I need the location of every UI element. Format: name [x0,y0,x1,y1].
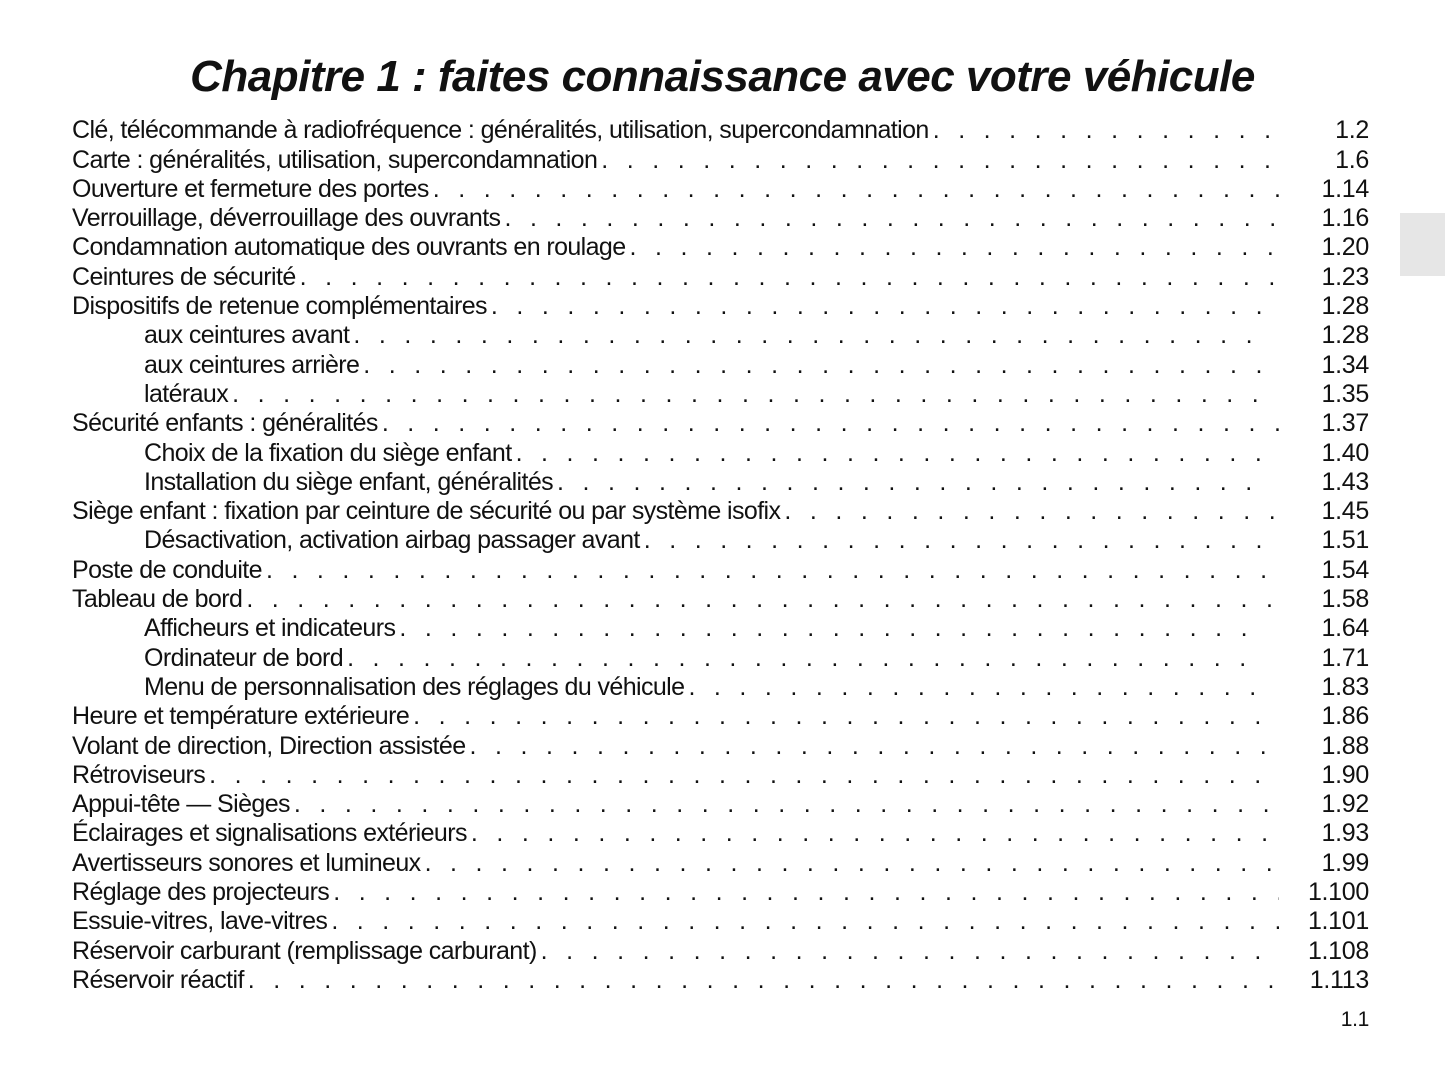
toc-entry-text [72,790,1279,819]
page-number: 1.1 [1340,1008,1369,1031]
toc-entry-label: Siège enfant : fixation par ceinture de sécurité ou par système isofix [72,497,781,526]
toc-dot-leader [244,966,1279,995]
toc-entry[interactable] [72,702,1369,731]
toc-entry-label: Avertisseurs sonores et lumineux [72,848,421,877]
toc-entry[interactable] [72,585,1369,614]
toc-entry-label: Verrouillage, déverrouillage des ouvrants [72,204,501,233]
toc-entry[interactable] [72,819,1369,848]
table-of-contents [72,116,1369,995]
toc-page-ref: 1.51 [1321,526,1369,555]
toc-page-ref: 1.99 [1321,848,1369,877]
toc-entry[interactable] [72,292,1369,321]
toc-dot-leader [684,673,1265,702]
toc-page-ref: 1.58 [1321,585,1369,614]
toc-dot-leader [343,644,1265,673]
toc-dot-leader [242,585,1279,614]
toc-page-ref: 1.108 [1307,936,1369,965]
toc-entry[interactable] [72,497,1369,526]
toc-entry[interactable] [72,761,1369,790]
toc-dot-leader [409,702,1279,731]
toc-entry-label: Réservoir carburant (remplissage carburant) [72,936,537,965]
toc-page-ref: 1.71 [1321,643,1369,672]
toc-page-ref: 1.34 [1321,350,1369,379]
toc-dot-leader [349,321,1265,350]
toc-entry-label: Condamnation automatique des ouvrants en roulage [72,233,626,262]
toc-page-ref: 1.23 [1321,262,1369,291]
toc-entry-text [72,907,1279,936]
toc-entry-label: Volant de direction, Direction assistée [72,731,466,760]
toc-entry-label: Clé, télécommande à radiofréquence : généralités, utilisation, supercondamnation [72,116,929,145]
toc-entry-text [72,673,1265,702]
toc-entry-text [72,175,1279,204]
toc-entry-label: Ceintures de sécurité [72,262,296,291]
toc-dot-leader [395,614,1265,643]
toc-dot-leader [329,878,1279,907]
toc-entry-text [72,585,1279,614]
toc-entry-label: Ouverture et fermeture des portes [72,174,429,203]
toc-page-ref: 1.28 [1321,292,1369,321]
toc-entry-text [72,204,1279,233]
toc-entry[interactable] [72,116,1369,145]
toc-entry-text [72,292,1279,321]
toc-dot-leader [500,204,1279,233]
toc-entry[interactable] [72,966,1369,995]
toc-entry[interactable] [72,848,1369,877]
toc-dot-leader [929,116,1279,145]
toc-entry[interactable] [72,204,1369,233]
toc-entry[interactable] [72,145,1369,174]
toc-entry-text [72,497,1279,526]
toc-page-ref: 1.101 [1307,907,1369,936]
toc-entry[interactable] [72,409,1369,438]
toc-entry-label: Dispositifs de retenue complémentaires [72,292,487,321]
toc-dot-leader [262,556,1279,585]
toc-page-ref: 1.6 [1335,145,1369,174]
toc-subentry[interactable] [72,321,1369,350]
toc-entry-text [72,761,1279,790]
toc-dot-leader [429,175,1279,204]
toc-page-ref: 1.90 [1321,760,1369,789]
toc-entry-text [72,409,1279,438]
toc-dot-leader [290,790,1279,819]
toc-entry-text [72,878,1279,907]
toc-entry-text [72,732,1279,761]
toc-page-ref: 1.93 [1321,819,1369,848]
toc-entry-label: latéraux [144,379,229,408]
toc-entry-label: Choix de la fixation du siège enfant [144,438,512,467]
toc-entry[interactable] [72,555,1369,584]
toc-entry-label: Rétroviseurs [72,760,206,789]
toc-subentry[interactable] [72,526,1369,555]
toc-entry-label: Menu de personnalisation des réglages du véhicule [144,672,685,701]
toc-dot-leader [537,937,1279,966]
toc-subentry[interactable] [72,350,1369,379]
toc-subentry[interactable] [72,673,1369,702]
toc-entry-text [72,644,1265,673]
toc-page-ref: 1.83 [1321,672,1369,701]
toc-entry-text [72,380,1265,409]
toc-entry-text [72,321,1265,350]
toc-dot-leader [327,907,1279,936]
toc-entry[interactable] [72,175,1369,204]
toc-dot-leader [640,526,1265,555]
toc-dot-leader [597,146,1279,175]
toc-page-ref: 1.40 [1321,438,1369,467]
toc-dot-leader [626,233,1279,262]
toc-entry-text [72,849,1279,878]
toc-page-ref: 1.20 [1321,233,1369,262]
toc-entry[interactable] [72,262,1369,291]
toc-entry-text [72,351,1265,380]
toc-entry-text [72,556,1279,585]
toc-page-ref: 1.35 [1321,379,1369,408]
toc-page-ref: 1.54 [1321,555,1369,584]
toc-entry-label: Essuie-vitres, lave-vitres [72,907,328,936]
toc-entry-label: aux ceintures avant [144,321,350,350]
toc-entry[interactable] [72,790,1369,819]
toc-page-ref: 1.92 [1321,790,1369,819]
toc-entry-text [72,526,1265,555]
toc-dot-leader [553,468,1265,497]
toc-dot-leader [228,380,1265,409]
toc-dot-leader [378,409,1279,438]
toc-dot-leader [512,439,1265,468]
toc-subentry[interactable] [72,643,1369,672]
toc-entry[interactable] [72,878,1369,907]
toc-page-ref: 1.64 [1321,614,1369,643]
toc-entry-label: Ordinateur de bord [144,643,344,672]
toc-entry-text [72,819,1279,848]
toc-page-ref: 1.16 [1321,204,1369,233]
toc-entry-label: Tableau de bord [72,585,243,614]
chapter-title: Chapitre 1 : faites connaissance avec votre véhicule [190,52,1255,102]
toc-dot-leader [359,351,1265,380]
toc-subentry[interactable] [72,614,1369,643]
toc-entry-label: Éclairages et signalisations extérieurs [72,819,467,848]
toc-subentry[interactable] [72,468,1369,497]
toc-entry-text [72,702,1279,731]
toc-entry-text [72,966,1279,995]
toc-dot-leader [487,292,1279,321]
toc-entry-label: Désactivation, activation airbag passager avant [144,526,640,555]
toc-subentry[interactable] [72,438,1369,467]
toc-page-ref: 1.37 [1321,409,1369,438]
toc-page-ref: 1.2 [1335,116,1369,145]
toc-page-ref: 1.28 [1321,321,1369,350]
toc-entry[interactable] [72,233,1369,262]
toc-entry-label: aux ceintures arrière [144,350,360,379]
toc-page-ref: 1.43 [1321,467,1369,496]
toc-entry-label: Réservoir réactif [72,965,244,994]
toc-page-ref: 1.113 [1309,965,1369,994]
toc-entry[interactable] [72,731,1369,760]
toc-subentry[interactable] [72,380,1369,409]
toc-entry-label: Afficheurs et indicateurs [144,614,396,643]
toc-entry-label: Heure et température extérieure [72,702,410,731]
toc-entry-label: Poste de conduite [72,555,262,584]
toc-entry[interactable] [72,907,1369,936]
toc-page-ref: 1.86 [1321,702,1369,731]
toc-entry-label: Carte : généralités, utilisation, supercondamnation [72,145,598,174]
toc-dot-leader [421,849,1279,878]
toc-entry-text [72,937,1279,966]
toc-entry-text [72,468,1265,497]
toc-entry-text [72,439,1265,468]
toc-entry-text [72,263,1279,292]
toc-entry-label: Réglage des projecteurs [72,878,330,907]
toc-entry-text [72,116,1279,145]
toc-entry-label: Appui-tête — Sièges [72,790,290,819]
toc-entry-text [72,614,1265,643]
chapter-thumb-tab [1400,213,1445,276]
toc-page-ref: 1.88 [1321,731,1369,760]
toc-dot-leader [205,761,1279,790]
toc-entry-label: Sécurité enfants : généralités [72,409,378,438]
toc-page-ref: 1.14 [1321,174,1369,203]
toc-dot-leader [296,263,1279,292]
toc-page-ref: 1.100 [1307,878,1369,907]
toc-entry-text [72,233,1279,262]
toc-dot-leader [466,732,1280,761]
toc-dot-leader [467,819,1279,848]
toc-page-ref: 1.45 [1321,497,1369,526]
toc-entry[interactable] [72,936,1369,965]
toc-entry-label: Installation du siège enfant, généralités [144,467,554,496]
toc-entry-text [72,146,1279,175]
toc-dot-leader [780,497,1279,526]
